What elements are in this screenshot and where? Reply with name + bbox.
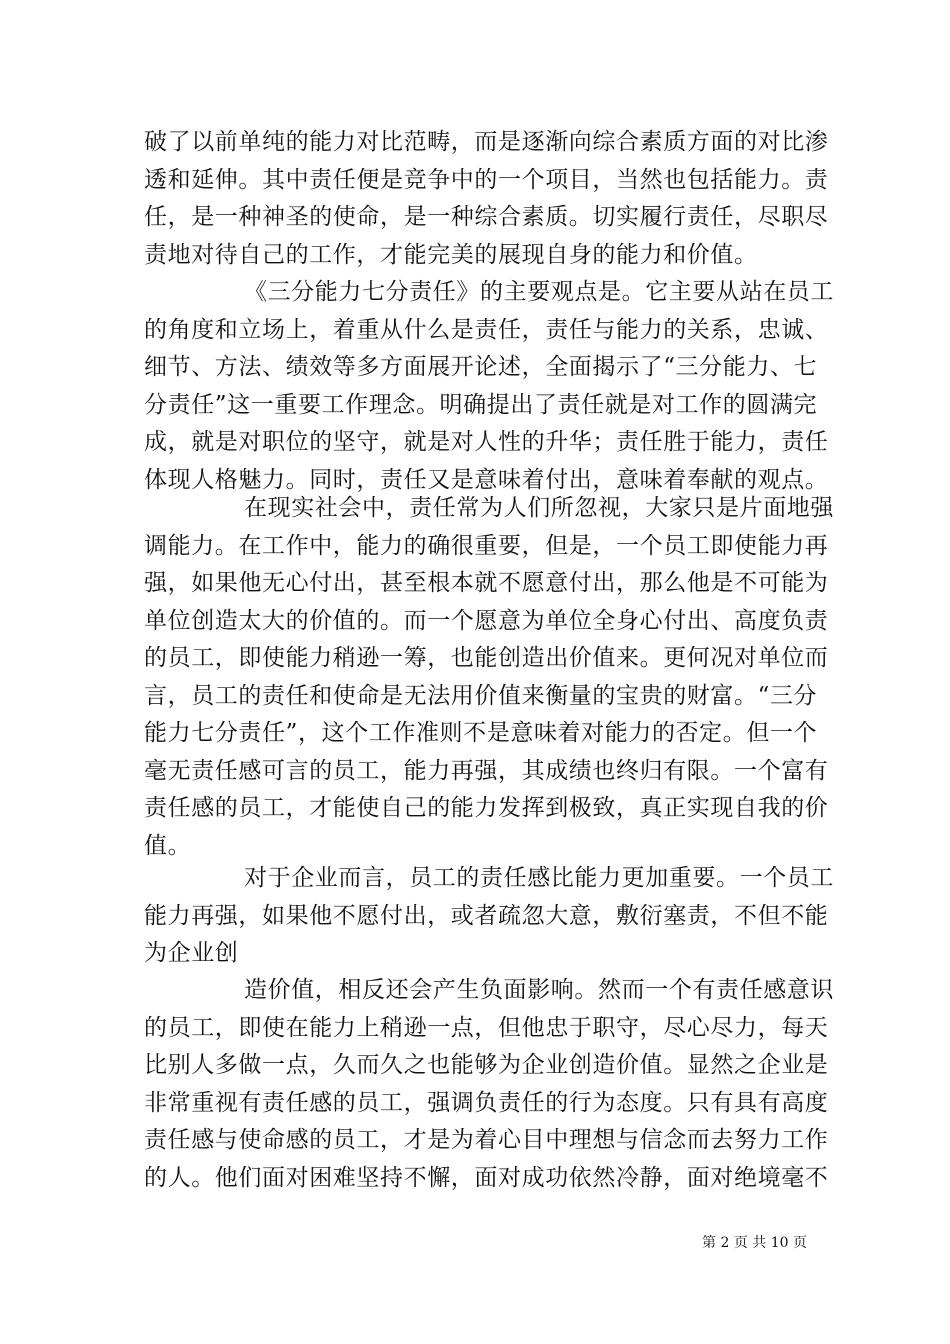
text-line: 的角度和立场上，着重从什么是责任，责任与能力的关系，忠诚、 [144,316,829,343]
text-line: 为企业创 [144,940,239,966]
paragraph-2 [144,274,834,499]
text-line: 责任感与使命感的员工，才是为着心目中理想与信念而去努力工作 [144,1127,829,1153]
text-line: 比别人多做一点，久而久之也能够为企业创造价值。显然之企业是 [144,1052,829,1078]
text-line: 破了以前单纯的能力对比范畴，而是逐渐向综合素质方面的对比渗 [144,129,829,155]
text-line: 毫无责任感可言的员工，能力再强，其成绩也终归有限。一个富有 [144,757,829,784]
text-line: 在现实社会中，责任常为人们所忽视，大家只是片面地强 [244,495,834,521]
paragraph-1 [144,124,829,274]
paragraph-5 [144,972,834,1197]
text-line: 《三分能力七分责任》的主要观点是。它主要从站在员工 [244,279,834,305]
page-number-footer: 第 2 页 共 10 页 [702,1235,807,1251]
text-line: 对于企业而言，员工的责任感比能力更加重要。一个员工 [244,865,834,891]
text-line: 责任感的员工，才能使自己的能力发挥到极致，真正实现自我的价 [144,795,829,821]
text-line: 造价值，相反还会产生负面影响。然而一个有责任感意识 [244,977,834,1003]
text-line: 能力再强，如果他不愿付出，或者疏忽大意，敷衍塞责，不但不能 [144,902,829,929]
text-line: 非常重视有责任感的员工，强调负责任的行为态度。只有具有高度 [144,1089,829,1116]
text-line: 成，就是对职位的坚守，就是对人性的升华；责任胜于能力，责任 [144,429,829,455]
text-line: 强，如果他无心付出，甚至根本就不愿意付出，那么他是不可能为 [144,570,829,596]
text-line: 体现人格魅力。同时，责任又是意味着付出，意味着奉献的观点。 [144,466,829,493]
paragraph-3 [144,490,834,865]
text-line: 透和延伸。其中责任便是竞争中的一个项目，当然也包括能力。责 [144,166,829,193]
text-line: 的员工，即使在能力上稍逊一点，但他忠于职守，尽心尽力，每天 [144,1014,829,1041]
text-line: 的员工，即使能力稍逊一筹，也能创造出价值来。更何况对单位而 [144,645,829,671]
text-line: 的人。他们面对困难坚持不懈，面对成功依然冷静，面对绝境毫不 [144,1164,829,1191]
text-line: 单位创造太大的价值的。而一个愿意为单位全身心付出、高度负责 [144,607,829,634]
text-line: 能力七分责任”，这个工作准则不是意味着对能力的否定。但一个 [144,720,818,746]
text-line: 责地对待自己的工作，才能完美的展现自身的能力和价值。 [144,241,758,268]
text-line: 调能力。在工作中，能力的确很重要，但是，一个员工即使能力再 [144,532,829,559]
text-line: 值。 [144,832,192,859]
text-line: 分责任”这一重要工作理念。明确提出了责任就是对工作的圆满完 [144,391,818,418]
paragraph-4 [144,860,834,973]
text-line: 任，是一种神圣的使命，是一种综合素质。切实履行责任，尽职尽 [144,204,829,230]
text-line: 言，员工的责任和使命是无法用价值来衡量的宝贵的财富。“三分 [144,682,818,709]
text-line: 细节、方法、绩效等多方面展开论述，全面揭示了“三分能力、七 [144,354,818,380]
